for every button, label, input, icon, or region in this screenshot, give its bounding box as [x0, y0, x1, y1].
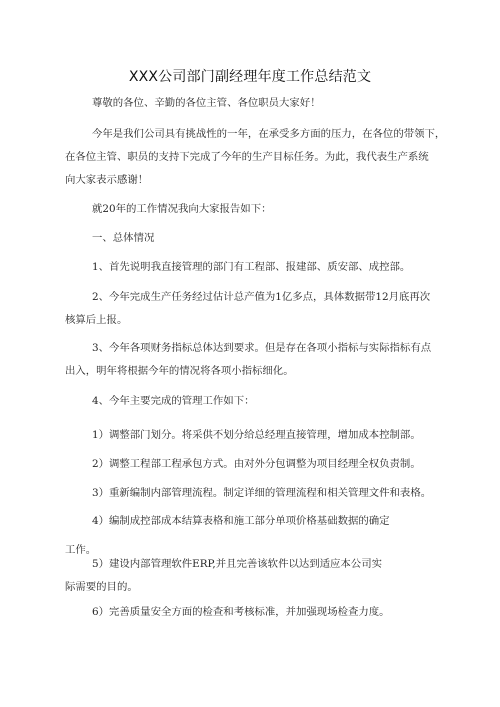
paragraph-line: 核算后上报。 — [65, 314, 128, 326]
list-item: 3）重新编制内部管理流程。制定详细的管理流程和相关管理文件和表格。 — [92, 487, 432, 499]
list-item-continuation: 工作。 — [65, 544, 97, 556]
paragraph-line: 出入，明年将根据今年的情况将各项小指标细化。 — [65, 365, 294, 377]
list-item: 2）调整工程部工程承包方式。由对外分包调整为项目经理全权负责制。 — [92, 458, 421, 470]
paragraph-line: 在各位主管、职员的支持下完成了今年的生产目标任务。为此，我代表生产系统 — [65, 151, 429, 163]
section-heading: 一、总体情况 — [92, 232, 155, 244]
paragraph-line: 今年是我们公司具有挑战性的一年，在承受多方面的压力，在各位的带领下， — [92, 128, 446, 140]
paragraph-line: 4、今年主要完成的管理工作如下： — [92, 395, 255, 407]
paragraph-line: 3、今年各项财务指标总体达到要求。但是存在各项小指标与实际指标有点 — [92, 342, 432, 354]
list-item: 1）调整部门划分。将采供不划分给总经理直接管理，增加成本控制部。 — [92, 429, 421, 441]
document-title: XXX公司部门副经理年度工作总结范文 — [128, 69, 372, 85]
paragraph-line: 1、首先说明我直接管理的部门有工程部、报建部、质安部、成控部。 — [92, 261, 411, 273]
list-item-continuation: 际需要的目的。 — [65, 581, 138, 593]
paragraph-line: 向大家表示感谢！ — [65, 174, 149, 186]
list-item: 4）编制成控部成本结算表格和施工部分单项价格基础数据的确定 — [92, 515, 390, 527]
paragraph-line: 就20年的工作情况我向大家报告如下： — [92, 203, 272, 215]
paragraph-line: 2、今年完成生产任务经过估计总产值为1亿多点，具体数据带12月底再次 — [92, 291, 431, 303]
greeting-line: 尊敬的各位、辛勤的各位主管、各位职员大家好！ — [92, 97, 321, 109]
list-item: 6）完善质量安全方面的检查和考核标准，并加强现场检查力度。 — [92, 606, 390, 618]
list-item: 5）建设内部管理软件ERP,并且完善该软件以达到适应本公司实 — [92, 558, 382, 570]
